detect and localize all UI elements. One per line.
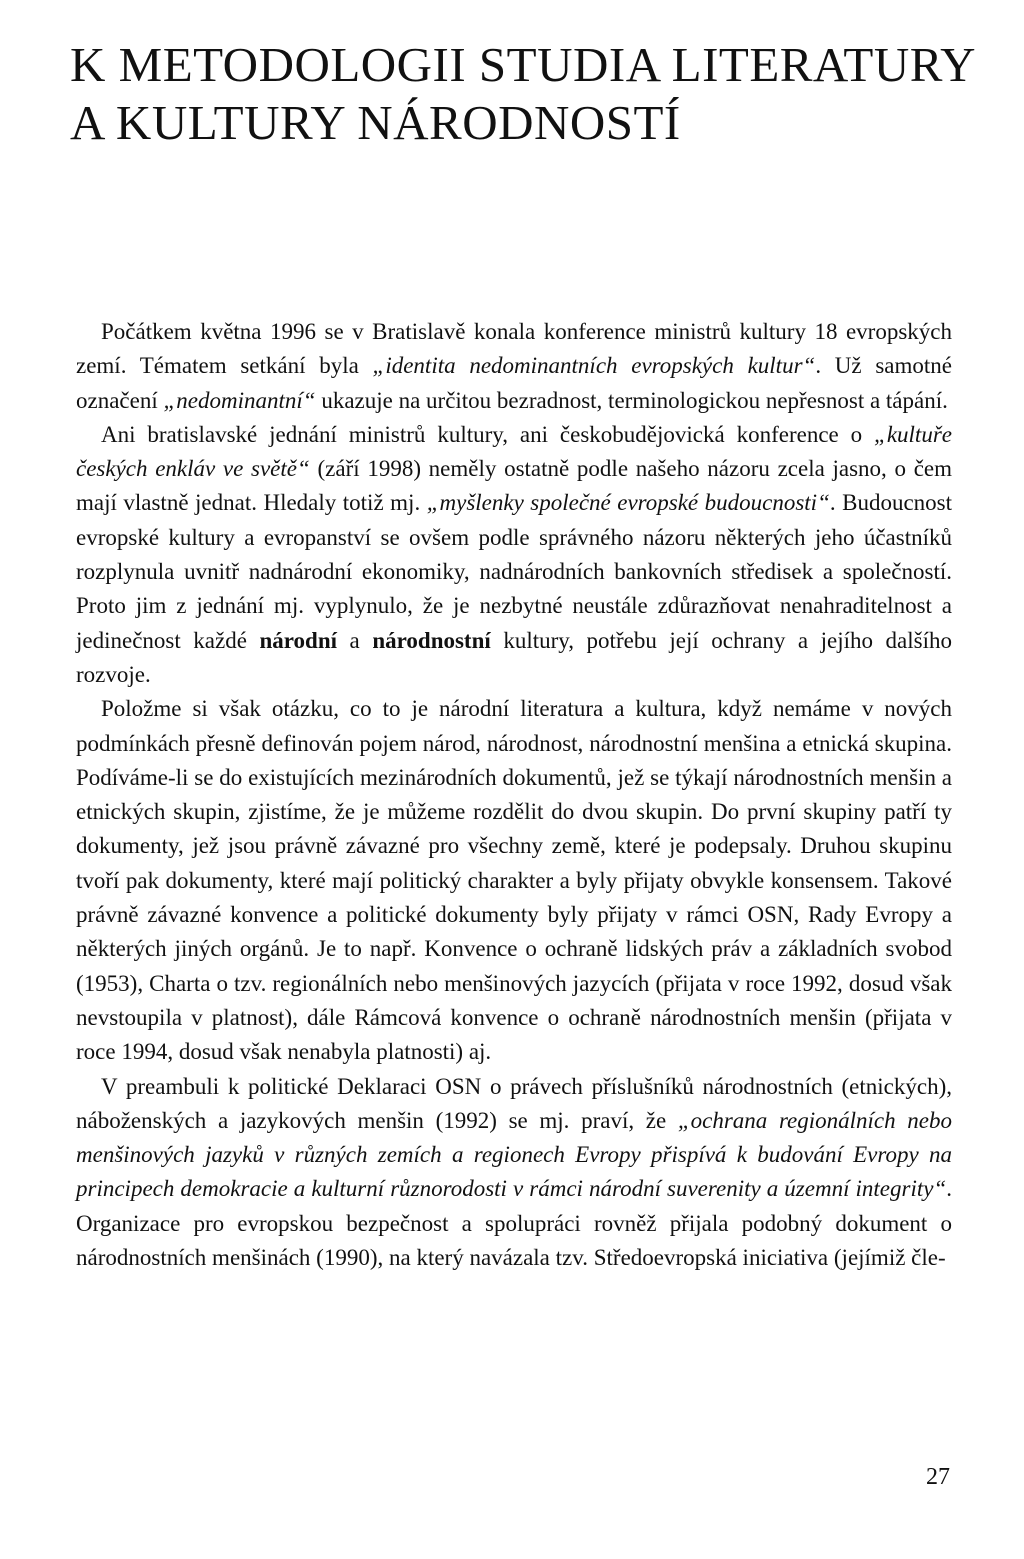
emphasis-bold: národnostní bbox=[372, 627, 491, 653]
text-run: (září 1998) neměly ostatně podle našeho názoru zcela jasno, o čem mají vlastně jednat. Hledaly totiž mj. bbox=[76, 456, 952, 516]
paragraph bbox=[76, 418, 952, 692]
title-line-1: K METODOLOGII STUDIA LITERATURY bbox=[70, 37, 977, 92]
text-run: Ani bratislavské jednání ministrů kultury, ani českobudějovická konference o bbox=[101, 421, 875, 447]
text-run: . Budoucnost evropské kultury a evropanství se ovšem podle správného názoru některých jeho účastníků rozplynula uvnitř nadnárodní ekonomiky, nadnárodních bankovních středisek a společností. Proto jim z jednání mj. vyplynulo, že je nezbytné neustále zdůrazňovat nenahraditelnost a jedinečnost každé bbox=[76, 490, 952, 653]
emphasis-italic: „kultuře českých enkláv ve světě“ bbox=[76, 421, 952, 482]
text-run: kultury, potřebu její ochrany a jejího dalšího rozvoje. bbox=[76, 627, 952, 687]
text-run: Položme si však otázku, co to je národní literatura a kultura, když nemáme v nových podmínkách přesně definován pojem národ, národnost, národnostní menšina a etnická skupina. Podíváme-li se do existujících mezinárodních dokumentů, jež se týkají národnostních menšin a etnických skupin, zjistíme, že je můžeme rozdělit do dvou skupin. Do první skupiny patří ty dokumenty, jež jsou právně závazné pro všechny země, které je podepsaly. Druhou skupinu tvoří pak dokumenty, které mají politický charakter a byly přijaty obvykle konsensem. Takové právně závazné konvence a politické dokumenty byly přijaty v rámci OSN, Rady Evropy a některých jiných orgánů. Je to např. Konvence o ochraně lidských práv a základních svobod (1953), Charta o tzv. regionálních nebo menšinových jazycích (přijata v roce 1992, dosud však nevstoupila v platnost), dále Rámcová konvence o ochraně národnostních menšin (přijata v roce 1994, dosud však nenabyla platnosti) aj. bbox=[76, 696, 952, 1065]
emphasis-bold: národní bbox=[259, 627, 338, 653]
text-run: Počátkem května 1996 se v Bratislavě konala konference ministrů kultury 18 evropských zemí. Tématem setkání byla bbox=[76, 319, 952, 379]
text-run: a bbox=[337, 627, 373, 653]
text-run: . Už samotné označení bbox=[76, 353, 953, 413]
emphasis-italic: „nedominantní“ bbox=[163, 387, 316, 413]
page-number: 27 bbox=[926, 1464, 950, 1490]
text-run: V preambuli k politické Deklaraci OSN o právech příslušníků národnostních (etnických), náboženských a jazykových menšin (1992) se mj. praví, že bbox=[76, 1073, 952, 1133]
text-run: . Organizace pro evropskou bezpečnost a spolupráci rovněž přijala podobný dokument o národnostních menšinách (1990), na který navázala tzv. Středoevropská iniciativa (jejímiž čle- bbox=[76, 1176, 952, 1271]
article-title bbox=[70, 36, 977, 152]
paragraph bbox=[76, 692, 952, 1069]
title-line-2: A KULTURY NÁRODNOSTÍ bbox=[70, 95, 681, 150]
text-run: ukazuje na určitou bezradnost, terminologickou nepřesnost a tápání. bbox=[315, 387, 948, 413]
emphasis-italic: „identita nedominantních evropských kultur“ bbox=[372, 353, 816, 379]
paragraph bbox=[76, 1070, 952, 1276]
article-body bbox=[76, 315, 952, 1275]
paragraph bbox=[76, 315, 952, 418]
emphasis-italic: „ochrana regionálních nebo menšinových jazyků v různých zemích a regionech Evropy přispívá k budování Evropy na principech demokracie a kulturní různorodosti v rámci národní suverenity a územní integrity“ bbox=[76, 1107, 952, 1202]
emphasis-italic: „myšlenky společné evropské budoucnosti“ bbox=[426, 490, 830, 516]
